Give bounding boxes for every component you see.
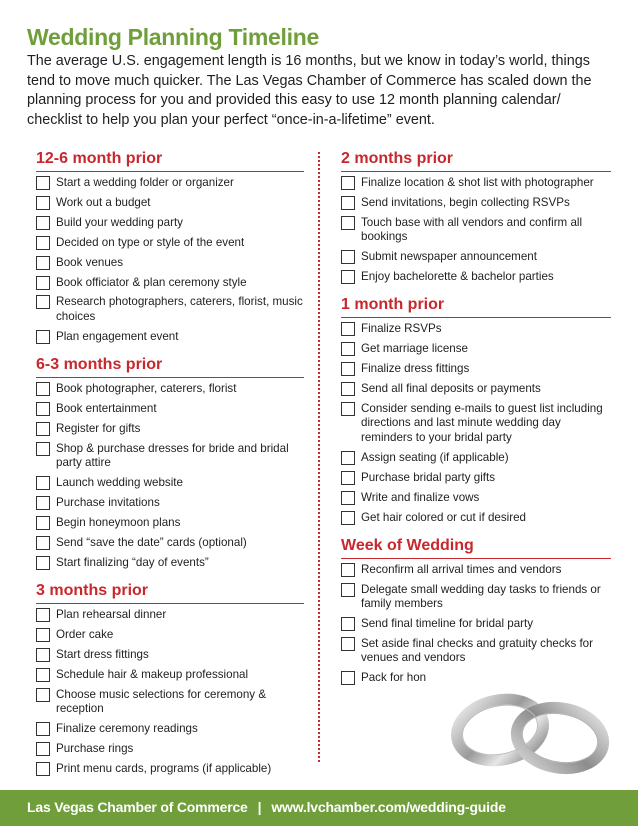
checkbox[interactable] [36, 516, 50, 530]
checklist-item [36, 536, 304, 550]
checklist-item [341, 196, 611, 210]
section-heading: 12-6 month prior [36, 150, 304, 172]
checkbox[interactable] [36, 295, 50, 309]
section-3-months [36, 582, 304, 776]
checklist-item-label: Set aside final checks and gratuity checks for venues and vendors [361, 637, 593, 665]
checklist-item [341, 563, 611, 577]
checkbox[interactable] [341, 637, 355, 651]
checklist-item [341, 491, 611, 505]
checklist-item [36, 422, 304, 436]
checklist-item [341, 322, 611, 336]
checklist-item-label: Start a wedding folder or organizer [56, 176, 234, 189]
checklist-item-label: Research photographers, caterers, florist, music choices [56, 295, 303, 323]
checklist-item [36, 295, 304, 324]
checklist-item [341, 362, 611, 376]
checklist-item [36, 330, 304, 344]
checklist-item [36, 688, 304, 717]
checklist-item-label: Send final timeline for bridal party [361, 617, 534, 631]
checklist-item-label: Send “save the date” cards (optional) [56, 535, 247, 549]
checkbox[interactable] [341, 511, 355, 525]
checkbox[interactable] [341, 671, 355, 685]
checklist-item [341, 637, 611, 666]
checklist-item-label: Finalize location & shot list with photographer [361, 176, 594, 189]
checklist-item [36, 216, 304, 230]
column-divider [318, 152, 320, 762]
checklist-item [36, 742, 304, 756]
checkbox[interactable] [36, 628, 50, 642]
checkbox[interactable] [341, 216, 355, 230]
checkbox[interactable] [341, 563, 355, 577]
checkbox[interactable] [341, 196, 355, 210]
checkbox[interactable] [36, 442, 50, 456]
left-column [36, 150, 304, 788]
checklist-item-label: Decided on type or style of the event [56, 235, 245, 249]
checklist-item [36, 236, 304, 250]
checklist-item [36, 196, 304, 210]
checkbox[interactable] [36, 256, 50, 270]
checklist-item-label: Book entertainment [56, 402, 157, 416]
checkbox[interactable] [36, 236, 50, 250]
checkbox[interactable] [341, 617, 355, 631]
checklist-item [341, 617, 611, 631]
checklist-item [341, 216, 611, 245]
checklist-item-label: Book photographer, caterers, florist [56, 382, 237, 396]
checkbox[interactable] [341, 471, 355, 485]
checklist-item-label: Start dress fittings [56, 648, 149, 662]
checkbox[interactable] [341, 583, 355, 597]
footer-separator: | [257, 799, 262, 815]
section-6-3-months [36, 356, 304, 570]
checklist-item-label: Choose music selections for ceremony & reception [56, 687, 267, 716]
checklist-item [341, 402, 611, 445]
checklist-item [36, 256, 304, 270]
checkbox[interactable] [341, 451, 355, 465]
checkbox[interactable] [36, 476, 50, 490]
checklist-item-label: Assign seating (if applicable) [361, 450, 509, 464]
intro-paragraph: The average U.S. engagement length is 16 months, but we know in today’s world, things tend to move much quicker. The Las Vegas Chamber of Commerce has scaled down the planning process for you and provided this easy to use 12 month planning calendar/ checklist to help you plan your perfect “once-in-a-lifetime” event. [27, 53, 592, 128]
section-1-month [341, 296, 611, 524]
checklist-item-label: Get marriage license [361, 342, 468, 356]
section-heading: Week of Wedding [341, 537, 611, 559]
checkbox[interactable] [36, 422, 50, 436]
checklist-item-label: Book venues [56, 255, 124, 269]
checklist-item [341, 250, 611, 264]
checkbox[interactable] [36, 382, 50, 396]
checkbox[interactable] [36, 536, 50, 550]
checklist-item-label: Get hair colored or cut if desired [361, 510, 526, 524]
checkbox[interactable] [341, 250, 355, 264]
checklist-item [36, 276, 304, 290]
checkbox[interactable] [36, 608, 50, 622]
checklist-item [36, 722, 304, 736]
checkbox[interactable] [341, 176, 355, 190]
checklist-item [341, 583, 611, 612]
checklist-item [341, 451, 611, 465]
checklist-item [341, 342, 611, 356]
checklist-item-label: Start finalizing “day of events” [56, 555, 209, 569]
checkbox[interactable] [36, 402, 50, 416]
checklist-item [36, 628, 304, 642]
page-title: Wedding Planning Timeline [27, 24, 319, 50]
checkbox[interactable] [36, 762, 50, 776]
checkbox[interactable] [341, 402, 355, 416]
checklist-item-label: Submit newspaper announcement [361, 250, 537, 264]
checkbox[interactable] [341, 382, 355, 396]
section-heading: 3 months prior [36, 582, 304, 604]
checklist-item [36, 442, 304, 471]
checkbox[interactable] [36, 648, 50, 662]
checklist-item-label: Plan rehearsal dinner [56, 608, 167, 622]
checklist-item [36, 556, 304, 570]
checklist-item [36, 382, 304, 396]
checkbox[interactable] [36, 176, 50, 190]
right-column [341, 150, 611, 698]
checkbox[interactable] [36, 496, 50, 510]
checklist-item [36, 402, 304, 416]
checkbox[interactable] [36, 276, 50, 290]
checklist-item [36, 608, 304, 622]
checkbox[interactable] [36, 722, 50, 736]
checkbox[interactable] [341, 322, 355, 336]
checklist-item [36, 648, 304, 662]
section-week-of-wedding [341, 537, 611, 686]
section-heading: 6-3 months prior [36, 356, 304, 378]
section-12-6-months [36, 150, 304, 344]
checklist-item-label: Write and finalize vows [361, 490, 480, 504]
checkbox[interactable] [36, 196, 50, 210]
checklist-item-label: Shop & purchase dresses for bride and bridal party attire [56, 441, 289, 470]
checklist-item-label: Send invitations, begin collecting RSVPs [361, 195, 570, 209]
checklist-item-label: Book officiator & plan ceremony style [56, 275, 247, 289]
checkbox[interactable] [36, 216, 50, 230]
wedding-rings-icon [436, 684, 626, 780]
checklist-item-label: Delegate small wedding day tasks to friends or family members [361, 582, 601, 611]
footer-bar [0, 790, 638, 826]
checklist-item-label: Consider sending e-mails to guest list including directions and last minute wedding day reminders to your bridal party [361, 402, 603, 444]
checkbox[interactable] [341, 342, 355, 356]
checklist-item [36, 176, 304, 190]
checkbox[interactable] [341, 270, 355, 284]
checklist-item-label: Work out a budget [56, 195, 151, 209]
checklist-item [341, 471, 611, 485]
checklist-item-label: Order cake [56, 628, 114, 642]
checklist-item [36, 516, 304, 530]
checkbox[interactable] [341, 491, 355, 505]
footer-org: Las Vegas Chamber of Commerce [27, 799, 248, 815]
checklist-item [341, 176, 611, 190]
section-heading: 1 month prior [341, 296, 611, 318]
checklist-item-label: Schedule hair & makeup professional [56, 667, 249, 681]
checklist-item-label: Plan engagement event [56, 329, 179, 343]
checklist-item-label: Send all final deposits or payments [361, 382, 541, 396]
checklist-item-label: Print menu cards, programs (if applicable) [56, 761, 272, 775]
checklist-item-label: Purchase invitations [56, 496, 160, 510]
checkbox[interactable] [36, 688, 50, 702]
checklist-item-label: Finalize ceremony readings [56, 722, 198, 736]
checklist-item-label: Touch base with all vendors and confirm all bookings [361, 215, 583, 244]
section-2-months [341, 150, 611, 284]
checklist-item [341, 270, 611, 284]
checklist-item [36, 762, 304, 776]
checklist-item-label: Register for gifts [56, 421, 141, 435]
checklist-item-label: Purchase bridal party gifts [361, 470, 496, 484]
checklist-item [341, 511, 611, 525]
checklist-item-label: Purchase rings [56, 742, 134, 756]
checklist-item [36, 496, 304, 510]
checklist-item [341, 382, 611, 396]
checkbox[interactable] [36, 330, 50, 344]
checklist-item-label: Enjoy bachelorette & bachelor parties [361, 270, 554, 284]
footer-url-link[interactable]: www.lvchamber.com/wedding-guide [271, 799, 506, 815]
checklist-item-label: Pack for hon [361, 671, 427, 685]
checklist-item [36, 668, 304, 682]
checkbox[interactable] [341, 362, 355, 376]
checkbox[interactable] [36, 556, 50, 570]
checklist-item-label: Begin honeymoon plans [56, 516, 181, 529]
checkbox[interactable] [36, 742, 50, 756]
checklist-item-label: Launch wedding website [56, 476, 183, 490]
checkbox[interactable] [36, 668, 50, 682]
checklist-item-label: Build your wedding party [56, 215, 183, 229]
checklist-item-label: Reconfirm all arrival times and vendors [361, 562, 562, 576]
checklist-item-label: Finalize RSVPs [361, 322, 442, 336]
checklist-item [36, 476, 304, 490]
section-heading: 2 months prior [341, 150, 611, 172]
checklist-item-label: Finalize dress fittings [361, 362, 470, 376]
